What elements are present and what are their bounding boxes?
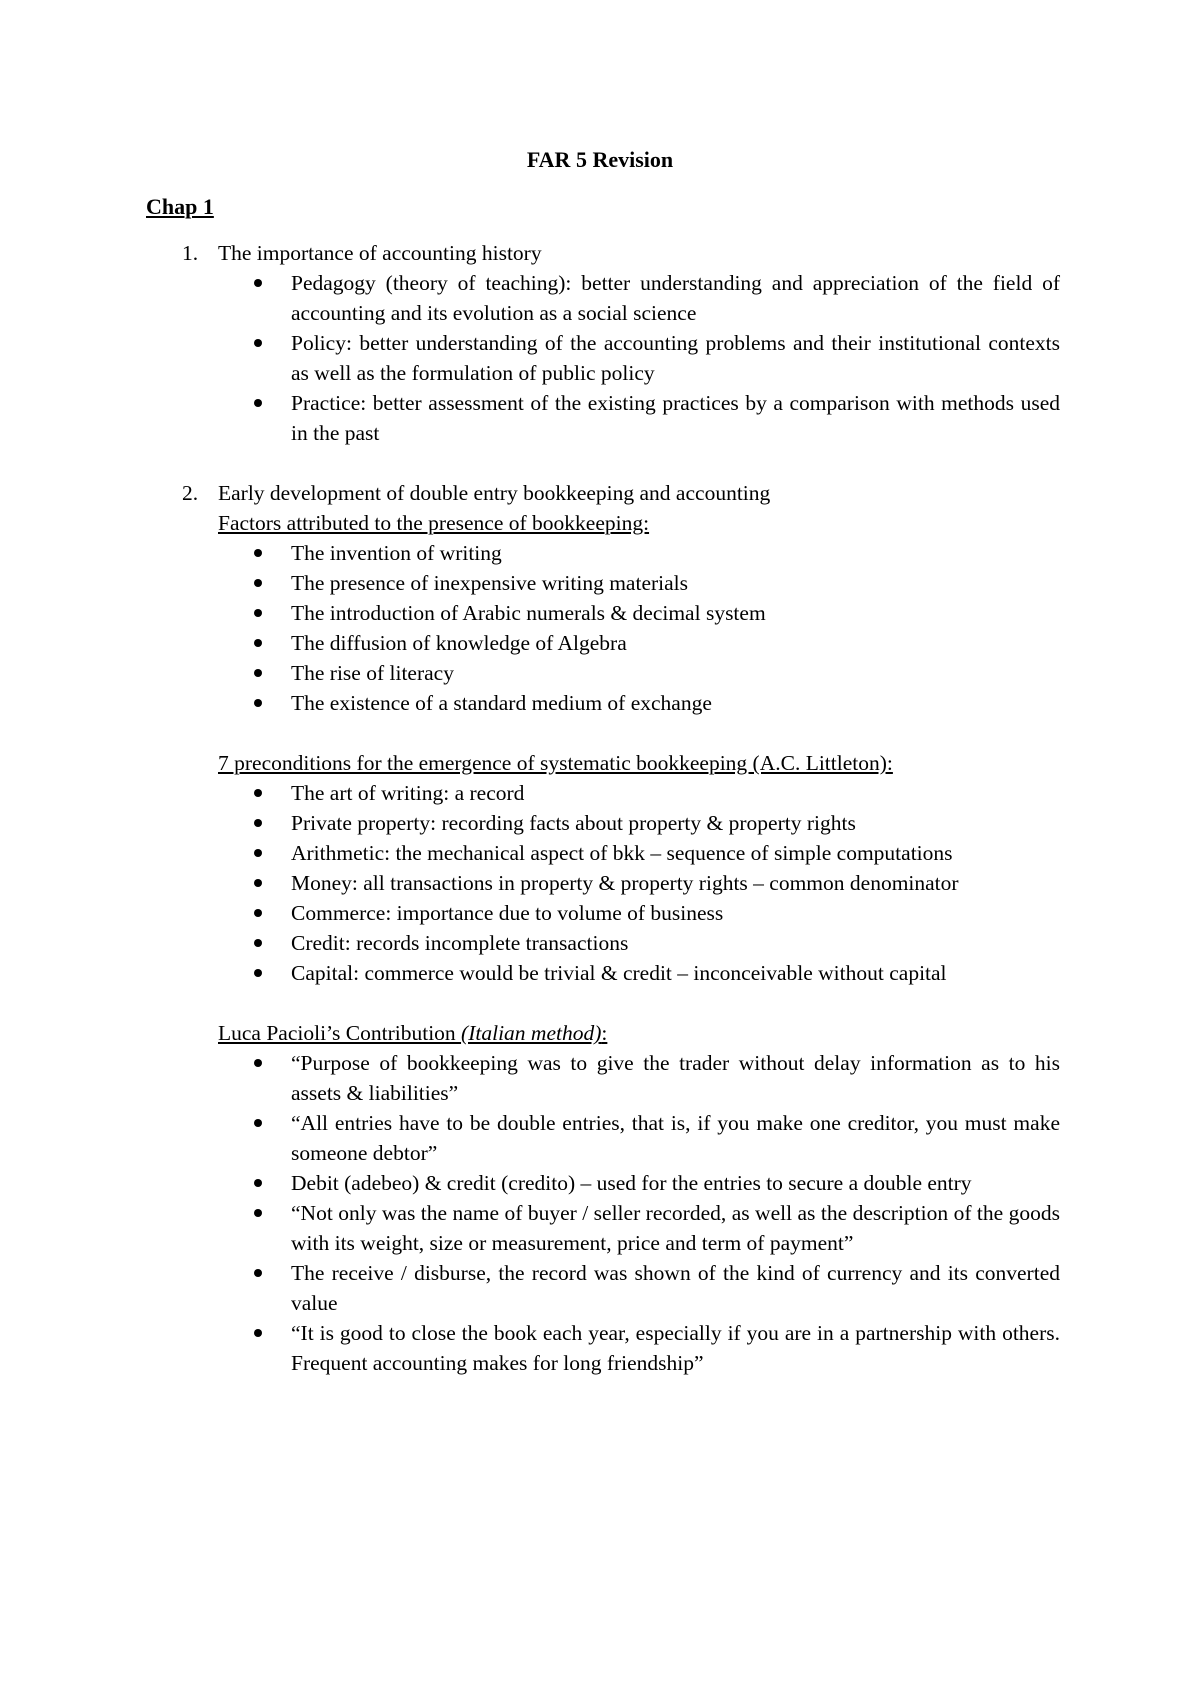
bullet-icon — [254, 339, 262, 347]
chapter-heading: Chap 1 — [146, 194, 214, 219]
bullet-icon — [254, 879, 262, 887]
list-item: The existence of a standard medium of exchange — [291, 688, 1060, 718]
bullet-icon — [254, 969, 262, 977]
list-item: The rise of literacy — [291, 658, 1060, 688]
section-heading-text: Early development of double entry bookkeeping and accounting — [218, 481, 771, 505]
pacioli-subheading: Luca Pacioli’s Contribution (Italian method): — [218, 1021, 608, 1045]
bullet-icon — [254, 1269, 262, 1277]
bullet-icon — [254, 1329, 262, 1337]
factors-bullets — [0, 538, 1200, 718]
bullet-icon — [254, 939, 262, 947]
document-body — [0, 238, 1200, 1378]
preconditions-subheading: 7 preconditions for the emergence of systematic bookkeeping (A.C. Littleton): — [218, 751, 893, 775]
list-item: Money: all transactions in property & property rights – common denominator — [291, 868, 1060, 898]
list-item: Practice: better assessment of the existing practices by a comparison with methods used in the past — [291, 388, 1060, 448]
bullet-icon — [254, 579, 262, 587]
list-item: “All entries have to be double entries, that is, if you make one creditor, you must make someone debtor” — [291, 1108, 1060, 1168]
list-item: “Purpose of bookkeeping was to give the trader without delay information as to his assets & liabilities” — [291, 1048, 1060, 1108]
bullet-icon — [254, 549, 262, 557]
bullet-icon — [254, 1119, 262, 1127]
section-number: 1. — [182, 241, 199, 265]
section-2-heading — [182, 478, 1060, 508]
bullet-icon — [254, 789, 262, 797]
bullet-icon — [254, 699, 262, 707]
section-heading-text: The importance of accounting history — [218, 241, 542, 265]
list-item: Private property: recording facts about property & property rights — [291, 808, 1060, 838]
factors-subheading: Factors attributed to the presence of bookkeeping: — [218, 511, 650, 535]
list-item: Capital: commerce would be trivial & credit – inconceivable without capital — [291, 958, 1060, 988]
list-item: The receive / disburse, the record was shown of the kind of currency and its converted value — [291, 1258, 1060, 1318]
bullet-icon — [254, 279, 262, 287]
bullet-icon — [254, 819, 262, 827]
pacioli-bullets — [0, 1048, 1200, 1378]
bullet-icon — [254, 399, 262, 407]
section-number: 2. — [182, 481, 199, 505]
section-1-heading — [182, 238, 1060, 268]
list-item: Debit (adebeo) & credit (credito) – used for the entries to secure a double entry — [291, 1168, 1060, 1198]
bullet-icon — [254, 609, 262, 617]
section-1-bullets — [0, 268, 1200, 448]
list-item: Policy: better understanding of the accounting problems and their institutional contexts as well as the formulation of public policy — [291, 328, 1060, 388]
list-item: Commerce: importance due to volume of business — [291, 898, 1060, 928]
bullet-icon — [254, 1059, 262, 1067]
list-item: Credit: records incomplete transactions — [291, 928, 1060, 958]
preconditions-bullets — [0, 778, 1200, 988]
list-item: The diffusion of knowledge of Algebra — [291, 628, 1060, 658]
list-item: The introduction of Arabic numerals & decimal system — [291, 598, 1060, 628]
bullet-icon — [254, 849, 262, 857]
list-item: Pedagogy (theory of teaching): better understanding and appreciation of the field of accounting and its evolution as a social science — [291, 268, 1060, 328]
list-item: The presence of inexpensive writing materials — [291, 568, 1060, 598]
bullet-icon — [254, 669, 262, 677]
list-item: “It is good to close the book each year, especially if you are in a partnership with others. Frequent accounting makes for long friendship” — [291, 1318, 1060, 1378]
list-item: Arithmetic: the mechanical aspect of bkk – sequence of simple computations — [291, 838, 1060, 868]
list-item: The invention of writing — [291, 538, 1060, 568]
bullet-icon — [254, 1209, 262, 1217]
document-title: FAR 5 Revision — [526, 147, 674, 172]
list-item: “Not only was the name of buyer / seller recorded, as well as the description of the goods with its weight, size or measurement, price and term of payment” — [291, 1198, 1060, 1258]
bullet-icon — [254, 639, 262, 647]
bullet-icon — [254, 909, 262, 917]
bullet-icon — [254, 1179, 262, 1187]
list-item: The art of writing: a record — [291, 778, 1060, 808]
